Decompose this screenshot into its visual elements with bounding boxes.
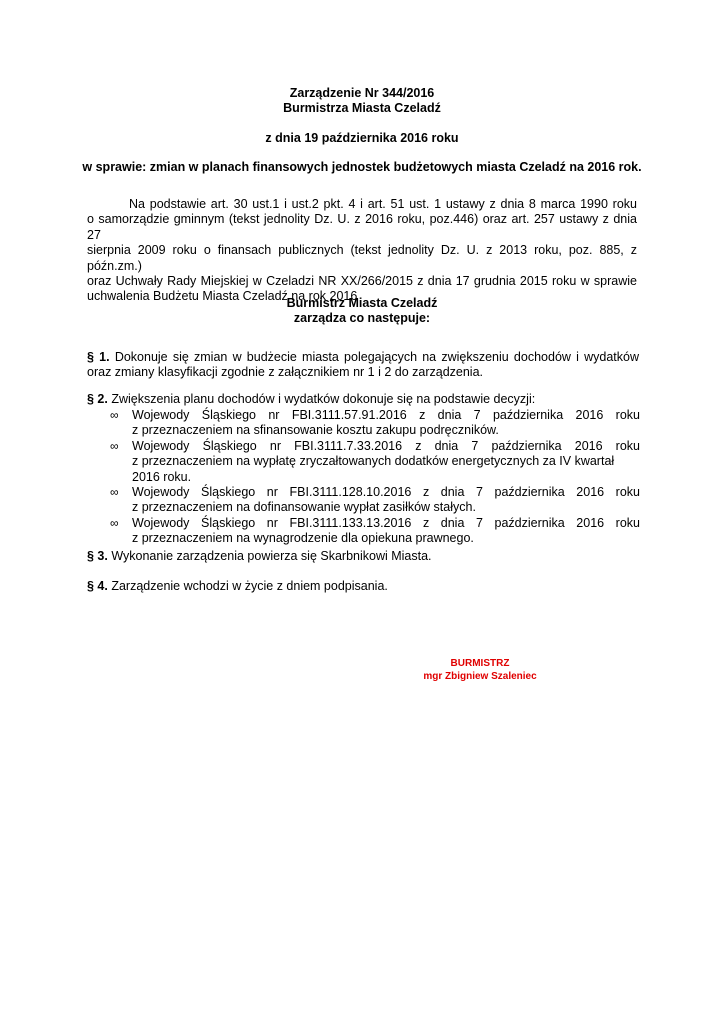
document-title [0, 86, 724, 116]
mayor-heading-line-1: Burmistrz Miasta Czeladź [286, 296, 438, 310]
decision-item-row2: z przeznaczeniem na wynagrodzenie dla opiekuna prawnego. [132, 531, 474, 546]
decision-item [110, 485, 640, 516]
section-3 [87, 549, 639, 564]
intro-paragraph [87, 197, 637, 305]
section-1-text: Dokonuje się zmian w budżecie miasta polegających na zwiększeniu dochodów i wydatków oraz zmiany klasyfikacji zgodnie z załącznikiem nr 1 i 2 do zarządzenia. [87, 350, 639, 380]
document-date: z dnia 19 października 2016 roku [265, 131, 459, 145]
decision-item-row2: z przeznaczeniem na sfinansowanie kosztu zakupu podręczników. [132, 423, 499, 438]
intro-line: sierpnia 2009 roku o finansach publicznych (tekst jednolity Dz. U. z 2013 roku, poz. 885, z późn.zm.) [87, 243, 637, 273]
infinity-bullet-icon: ∞ [110, 515, 119, 530]
intro-line: Na podstawie art. 30 ust.1 i ust.2 pkt. 4 i art. 51 ust. 1 ustawy z dnia 8 marca 1990 roku [129, 197, 637, 211]
decision-item-row1: Wojewody Śląskiego nr FBI.3111.57.91.2016 z dnia 7 października 2016 roku [132, 408, 640, 422]
decision-item [110, 439, 640, 485]
intro-line: oraz Uchwały Rady Miejskiej w Czeladzi NR XX/266/2015 z dnia 17 grudnia 2015 roku w sprawie [87, 274, 637, 289]
infinity-bullet-icon: ∞ [110, 485, 119, 500]
decision-item-row1: Wojewody Śląskiego nr FBI.3111.128.10.2016 z dnia 7 października 2016 roku [132, 485, 640, 500]
decision-item-row1: Wojewody Śląskiego nr FBI.3111.7.33.2016 z dnia 7 października 2016 roku [132, 438, 640, 453]
decision-item [110, 516, 640, 547]
section-1-label: § 1. [87, 350, 110, 364]
intro-line: o samorządzie gminnym (tekst jednolity Dz. U. z 2016 roku, poz.446) oraz art. 257 ustawy z dnia 27 [87, 212, 637, 242]
section-4-text: Zarządzenie wchodzi w życie z dniem podpisania. [111, 579, 388, 593]
document-subject: w sprawie: zmian w planach finansowych jednostek budżetowych miasta Czeladź na 2016 rok. [82, 160, 642, 174]
decision-item [110, 408, 640, 439]
decision-item-row1: Wojewody Śląskiego nr FBI.3111.133.13.2016 z dnia 7 października 2016 roku [132, 515, 640, 530]
title-line-1: Zarządzenie Nr 344/2016 [289, 86, 435, 100]
section-1 [87, 350, 639, 381]
section-2-label: § 2. [87, 392, 108, 406]
signature-name: mgr Zbigniew Szaleniec [423, 671, 537, 682]
intro-line: uchwalenia Budżetu Miasta Czeladź na rok 2016 [87, 289, 358, 304]
section-4-label: § 4. [87, 579, 108, 593]
decision-item-row2: z przeznaczeniem na wypłatę zryczałtowanych dodatków energetycznych za IV kwartał 2016 roku. [132, 454, 615, 484]
section-4 [87, 579, 639, 594]
signature-title: BURMISTRZ [450, 658, 510, 669]
infinity-bullet-icon: ∞ [110, 438, 119, 453]
mayor-heading [0, 296, 724, 326]
signature-block [380, 657, 580, 683]
section-3-label: § 3. [87, 549, 108, 563]
infinity-bullet-icon: ∞ [110, 408, 119, 422]
decision-item-row2: z przeznaczeniem na dofinansowanie wypłat zasiłków stałych. [132, 500, 476, 515]
section-3-text: Wykonanie zarządzenia powierza się Skarbnikowi Miasta. [111, 549, 432, 563]
mayor-heading-line-2: zarządza co następuje: [293, 311, 431, 325]
section-2 [87, 392, 639, 407]
decision-list [110, 408, 640, 547]
section-2-text: Zwiększenia planu dochodów i wydatków dokonuje się na podstawie decyzji: [111, 392, 536, 406]
title-line-2: Burmistrza Miasta Czeladź [283, 101, 441, 115]
